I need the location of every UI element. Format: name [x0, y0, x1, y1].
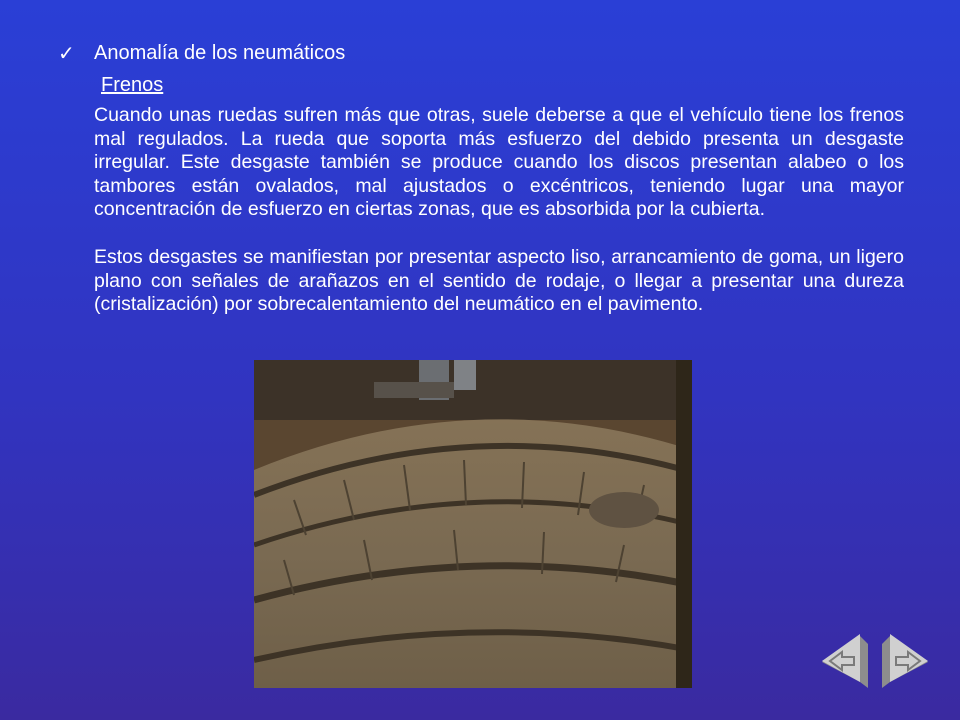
previous-slide-button[interactable] [820, 632, 870, 690]
paragraph-2: Estos desgastes se manifiestan por presentar aspecto liso, arrancamiento de goma, un ligero plano con señales de arañazos en el sentido de rodaje, o llegar a presentar una dureza (cristalización) por sobrecalentamiento del neumático en el pavimento. [94, 246, 904, 315]
check-icon: ✓ [58, 42, 75, 65]
paragraph-1: Cuando unas ruedas sufren más que otras, suele deberse a que el vehículo tiene los frenos mal regulados. La rueda que soporta más esfuerzo del debido presenta un desgaste irregular. Este desgaste también se produce cuando los discos presentan alabeo o los tambores están ovalados, mal ajustados o excéntricos, teniendo lugar una mayor concentración de esfuerzo en ciertas zonas, que es absorbida por la cubierta. [94, 104, 904, 220]
section-subheading: Frenos [101, 74, 164, 96]
bullet-item [58, 42, 345, 65]
arrow-right-icon [880, 632, 930, 690]
next-slide-button[interactable] [880, 632, 930, 690]
worn-tire-photo [254, 360, 692, 688]
arrow-left-icon [820, 632, 870, 690]
slide-heading: Anomalía de los neumáticos [94, 42, 346, 64]
